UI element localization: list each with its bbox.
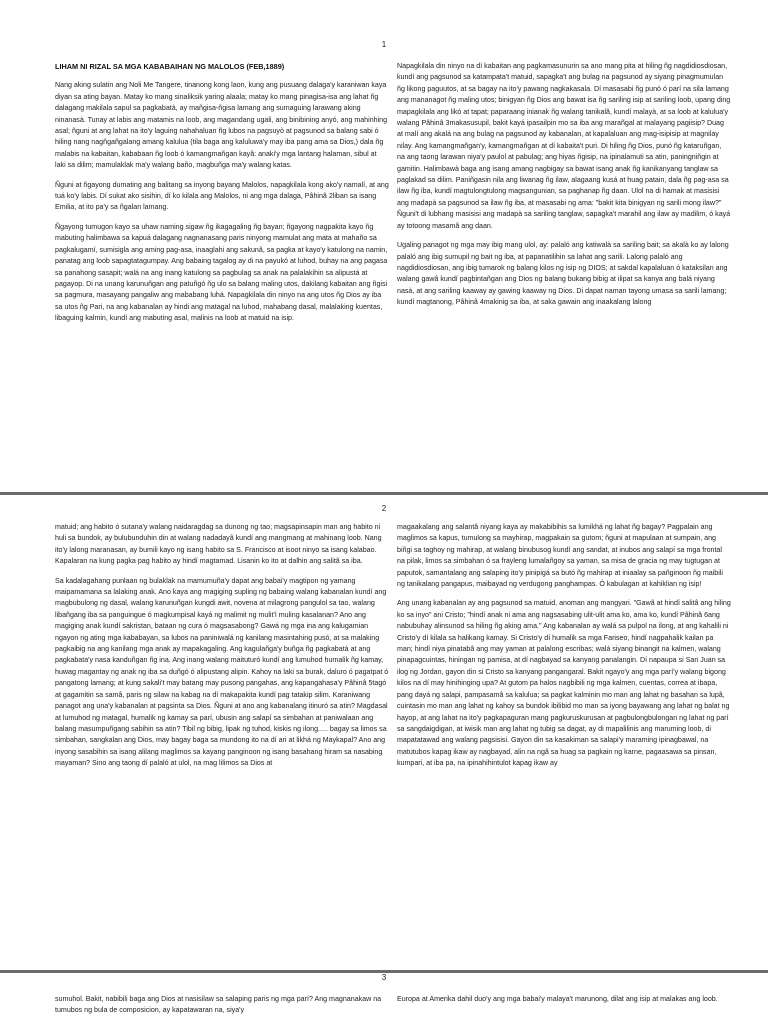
paragraph: Europa at Amerika dahil duo'y ang mga babai'y malaya't marunong, dilat ang isip at malakas ang loob. [397, 995, 718, 1003]
paragraph: sumuhol. Bakit, nabibili baga ang Dios at nasisilaw sa salaping paris ng mga parí? Ang magnanakaw na tumubos ng bula de composicion, ay kapatawaran na, siya'y [55, 995, 382, 1015]
paragraph: Sa kadalagahang punlaan ng bulaklak na mamumuña'y dapat ang babai'y magtipon ng yamang maipamamana sa lalaking anak. Ano kaya ang magiging supling ng babaing walang kabanalan kundí ang magbubulong ng dasal, walang karunuñgan kungdi awit, novena at milagrong pangulol sa tao, walang libañgang iba sa panguingue ó magkumpisal kayá ng malimit ng mulit'ì muling kasalanan? Ano ang magiging anak kundí sakristan, bataan ng cura ó magsasabong? Gawá ng mga ina ang kalugamian ngayon ng ating mga kababayan, sa lubos na paniniwalá ng kanilang masintahing pusó, at sa malaking pagkaibig na ang kanilang mga anak ay mapakagaling. Ang kagulañga'y buñga ñg pagkabatà at ang pagkabata'y nasa kanduñgan ñg ina. Ang inang walang maituturó kundí ang lumuhod humalik ñg kamay, huwag magantay ng anak ng iba sa duñgó ó alipustang alipin. Kahoy na laki sa burak, daluro ó pagatpat ó pangatong lamang; at kung sakali't may batang may pusong pangahas, ang kapangahasa'y Pâhinâ 5tagó at gagamitin sa samâ, paris ng silaw na kabag na dí makapakita kundí pag tatakip silim. Karaniwang panagot ang una'y kabanalan at pagsinta sa Dios. Ñguni at ano ang kabanalang itinuró sa atin? Magdasal at lumuhod ng matagal, humalik ng kamay sa parí, ubusin ang salapí sa simbahan at paniwalaan ang balang masumpuñgang sabihin sa atin? Tibil ng bibig, lipak ng tuhod, kiskis ng ilong..... bagay sa limos sa simbahan, sangkalan ang Dios, may bagay baga sa mundong ito na dí ari at likhá ng Maykapal? Ano ang inyong sasabihin sa isang alilang maglimos sa kayang panginoon ng isang basahang hiram sa nasabing mayaman? Sino ang taong dí palaló at ulol, na mag lilimos sa Dios at [55, 576, 389, 768]
paragraph: Ñgayong tumugon kayo sa uhaw naming sigaw ñg ikagagaling ñg bayan; ñgayong nagpakita kayo ñg mabuting halimbawa sa kapuá dalagang nagnanasang paris ninyong mamulat ang mata at mahaño sa pagkalugamí, sumisigla ang aming pag-asa, inaaglahi ang sakunâ, sa pagka at kayo'y katulong na namin, panatag ang loob sapagtatagumpay. Ang babaing tagalog ay di na payukó at luhod, buhay na ang pagasa sa panahong sasapit; walá na ang inang katulong sa pagbulag sa anak na palalakihin sa alipustá at pagayop. Di na unang karunuñgan ang patuñgó ñg ulo sa balang maling utos, dakilang kabaitan ang ñgisi sa pagmura, masayang pangaliw ang mababang luhá. Napagkilala din ninyo na ang utos ñg Dios ay iba sa utos ñg Pari, na ang kabanalan ay hindi ang matagal na luhod, mahabang dasal, malalaking kuentas, libaguing kalmin, kundí ang mabuting asal, malinis na loob at matuid na isip. [55, 222, 388, 323]
paragraph: matuid; ang habito ó sutana'y walang naidaragdag sa dunong ng tao; magsapinsapin man ang habito ni huli sa bundok, ay bulubunduhin din at walang nadadayâ kundí ang mangmang at mahinang loob. Nang ito'y lalong maranasan, ay bumili kayo ng isang habito sa S. Francisco at isoot ninyo sa isang kalabao. Kapalaran na kung pagka pag habito ay hindí magtamad. Lisanin ko ito at dalhin ang salitâ sa iba. [55, 523, 382, 566]
right-column [397, 61, 731, 317]
paragraph: Ñguni at ñgayong dumating ang balitang sa inyong bayang Malolos, napagkilala kong ako'y namalí, at ang tuá ko'y labis. Dí sukat ako sisihin, dí ko kilala ang Malolos, ni ang mga dalaga, Pâhinâ 2liban sa isang Emilia, at ito pa'y sa ñgalan lamang. [55, 180, 389, 212]
right-column [397, 522, 731, 778]
paragraph: Nang aking sulatin ang Noli Me Tangere, tinanong kong laon, kung ang pusuang dalaga'y karaniwan kaya diyan sa ating bayan. Matay ko mang sinaliksik yaring alaala; matay ko mang pinagisa-isa ang lahat ñg dalagang makilala sapul sa pagkabatà, ay mañgisa-ñgisa lamang ang sumaguing larawang aking ninanasà. Tunay at labis ang matamis na loob, ang magandang ugali, ang binibining anyó, ang mahinhing asal; ñguni at ang lahat na ito'y laguing nahahaluan ñg lubos na pagsuyò at pagsunod sa balang sabi ó hiling nang nagñgañgalang amang kalulua (tila baga ang kaluluwa'y may iba pang ama sa Dios,) dala ñg malabis na kabaitan, kababaan ñg loob ó kamangmañgan kayâ: anaki'y mga lantang halaman, sibul at laki sa dilim; mamulaklak ma'y walang baño, magbuñga ma'y walang katas. [55, 81, 388, 170]
paragraph: Ang unang kabanalan ay ang pagsunod sa matuid, anoman ang mangyari. "Gawâ at hindí salitâ ang hiling ko sa inyo" ani Cristo; "hindí anak ni ama ang nagsasabing ulit-ulit ama ko, ama ko, kundí Pâhinâ 6ang nabubuhay alinsunod sa hiling ñg aking ama." Ang kabanalan ay walá sa pulpol na ilong, at ang kahalili ni Cristo'y dí kilala sa halikang kamay. Si Cristo'y dí humalik sa mga Fariseo, hindí nagpahalik kailan pa man; hindí niya pinatabâ ang may yaman at palalong escribas; walá siyang binangit na kalmen, walang pinapagcuintas, hiningan ng pamisa, at dí nagbayad sa kanyang panalangin. Dí napaupa si San Juan sa ilog ng Jordan, gayon din si Cristo sa kanyang pangangaral. Bakit ngayo'y ang mga parí'y walang bigong kilos na dí may hinihinging upa? At gutom pa halos nagbibili ng mga kalmen, cuentas, correa at ibapa, pang dayá ng salapi, pampasamâ sa kalulua; sa pagkat kalminin mo man ang lahat ng basahan sa lupâ, cuintasin mo man ang lahat ng kahoy sa bundok ibilibid mo man sa iyong bayawang ang lahat ng balat ng hayop, at ang lahat na ito'y pagkapaguran mang pagkuruskurusan at pagbulongbulongan ng lahat ng parí sa sangdaigdigan, at iwisik man ang lahat ng tubig sa dagat, ay di mapalilinis ang maruming loob, di mapatatawad ang walang pagsisisi. Gayon din sa kasakiman sa salapi'y maraming ipinagbawal, na matutubos kapag ikaw ay nagbayad, alin na ngâ sa huag sa pagkain ng karne, pagaasawa sa pinsan, kumpari, at iba pa, na ipinahihintulot kapag ikaw ay [397, 599, 731, 768]
page-number: 3 [381, 973, 387, 982]
document-page-1 [0, 0, 768, 492]
left-column [55, 61, 389, 333]
document-page-2 [0, 495, 768, 970]
paragraph: magaakalang ang salantâ niyang kaya ay makabibihis sa lumikhá ng lahat ñg bagay? Pagpalain ang maglimos sa kapus, tumulong sa mayhirap, magpakain sa gutom; ñguni at mapulaan at sumpain, ang biñgi sa taghoy ng mahirap, at walang binubusog kundí ang sandat, at inubos ang salapí sa mga frontal na pilak, limos sa simbahan ó sa frayleng lumalañgoy sa yaman, sa misa de gracia ng may tugtugan at paputok, samantalang ang salaping ito'y pinipigá sa butó ñg mahirap at iniaalay sa pañginoon ñg maibili ng tanikalang pangapus, maibayad ng verdugong panghampas. Ó kabulagan at kahiklian ng isip! [397, 523, 723, 589]
paragraph: Ugaling panagot ng mga may ibig mang ulol, ay: palaló ang katiwalà sa sariling bait; sa akalà ko ay lalong palaló ang ibig sumupil ng bait ng iba, at papanatilihin sa lahat ang sarili. Lalong palaló ang nagdidiosdiosan, ang ibig tumarok ng balang kilos ng isip ng DIOS; at sakdal kapalaluan ó kataksilan ang walang gawâ kundí pagbintañgan ang Dios ng balang bukang bibig at ilipat sa kanya ang balá niyang nasà, at ang sariling kaaway ay gawing kaaway ng Dios. Di dapat naman tayong umasa sa sarili lamang; kundí magtanong, Pâhinâ 4makinig sa iba, at saka gawain ang inaakalang lalong [397, 241, 729, 307]
right-column [397, 994, 731, 1013]
document-page-3 [0, 973, 768, 1024]
letter-title: LIHAM NI RIZAL SA MGA KABABAIHAN NG MALOLOS (FEB,1889) [55, 62, 285, 71]
paragraph: Napagkilala din ninyo na dí kabaitan ang pagkamasunurin sa ano mang pita at hiling ñg nagdidiosdiosan, kundí ang pagsunod sa katampata't matuid, sapagka't ang bulag na pagsunod ay siyang pinagmumulan ñg likong paguutos, at sa bagay na ito'y pawang nagkakasala. Dí masasabi ñg punó ó parí na sila lamang ang mananagot ñg maling utos; binigyan ñg Dios ang bawat isa ñg sariling isip at sariling loob, upang ding mapagkilala ang likó at tapat; paparaang inianak ñg walang tanikalâ, kundí malayà, at sa loob at kalulua'y walang Pâhinâ 3makasusupil, bakit kayá ipasailpin mo sa iba ang marañgal at malayang pagiisip? Duag at malí ang akalá na ang bulag na pagsunod ay kabanalan, at kapalaluan ang mag-isipisip at magnilay nilay. Ang kamangmañgan'y, kamangmañgan at dí kabaita't puri. Di hiling ñg Dios, punó ñg kataruñgan, na ang taong larawan niya'y paulol at pabulag; ang hiyas ñgisip, na ipinalamuti sa atin, paningniñgin at gamitin. Halimbawà baga ang isang amang nagbigay sa bawat isang anak ñg kanikanyang tanglaw sa paglakad sa dilim. Paniñgasin nila ang liwanag ñg ilaw, alagaang kusá at huag patain, dala ñg pag-asa sa ilaw ñg iba, kundí magtulongtulong magsangunian, sa paghanap ñg daan. Ulol na di hamak at masisisi ang madapà sa pagsunod sa ilaw ñg iba, at masasabi ng ama: "bakit kita binigyan ng sarili mong ilaw?" Ñguni't di lubhang masisisi ang madapà sa sariling tanglaw, sapagka't marahil ang ilaw ay madilim, ó kayá ay totoong masamâ ang daan. [397, 62, 731, 230]
left-column [55, 522, 389, 778]
left-column [55, 994, 389, 1024]
page-number: 2 [381, 504, 387, 513]
page-number: 1 [381, 40, 387, 49]
